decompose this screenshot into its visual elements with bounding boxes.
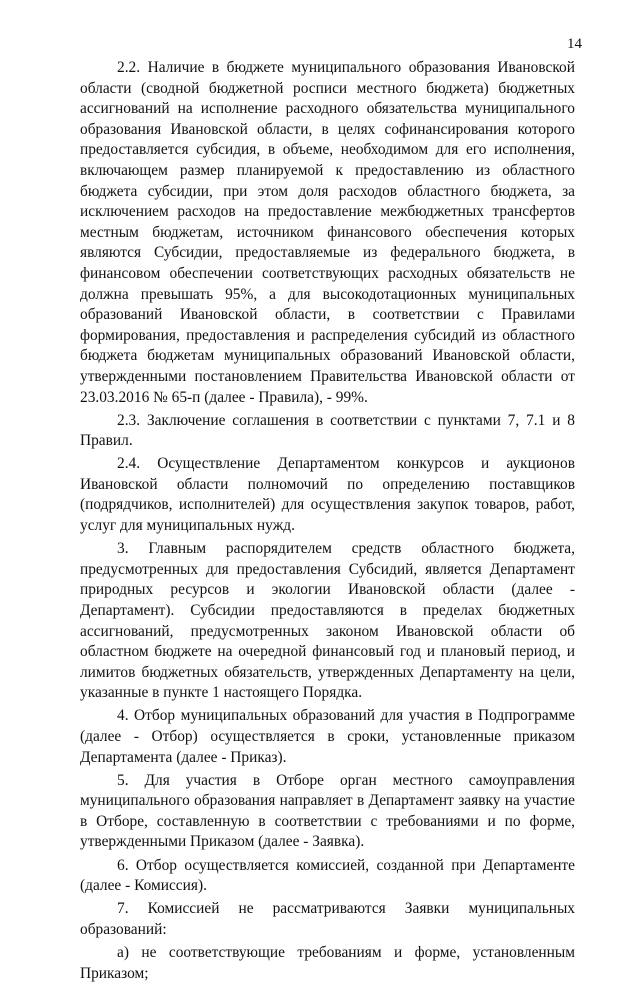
paragraph-3: 3. Главным распорядителем средств областного бюджета, предусмотренных для предоставления Субсидий, является Департамент природных ресурсов и экологии Ивановской области (далее - Департамент). Субсидии предоставляются в пределах бюджетных ассигнований, предусмотренных законом Ивановской области об областном бюджете на очередной финансовый год и плановый период, и лимитов бюджетных обязательств, утвержденных Департаменту на цели, указанные в пункте 1 настоящего Порядка. [80,540,575,702]
paragraph-5: 5. Для участия в Отборе орган местного самоуправления муниципального образования направляет в Департамент заявку на участие в Отборе, составленную в соответствии с требованиями и по форме, утвержденными Приказом (далее - Заявка). [80,771,575,851]
paragraph-2-4: 2.4. Осуществление Департаментом конкурсов и аукционов Ивановской области полномочий по определению поставщиков (подрядчиков, исполнителей) для осуществления закупок товаров, работ, услуг для муниципальных нужд. [80,455,575,535]
paragraph-2-2: 2.2. Наличие в бюджете муниципального образования Ивановской области (сводной бюджетной росписи местного бюджета) бюджетных ассигнований на исполнение расходного обязательства муниципального образования Ивановской области, в целях софинансирования которого предоставляется субсидия, в объеме, необходимом для его исполнения, включающем размер планируемой к предоставлению из областного бюджета субсидии, при этом доля расходов областного бюджета, за исключением расходов на предоставление межбюджетных трансфертов местным бюджетам, источником финансового обеспечения которых являются Субсидии, предоставляемые из федерального бюджета, в финансовом обеспечении соответствующих расходных обязательств не должна превышать 95%, а для высокодотационных муниципальных образований Ивановской области, в соответствии с Правилами формирования, предоставления и распределения субсидий из областного бюджета бюджетам муниципальных образований Ивановской области, утвержденными постановлением Правительства Ивановской области от 23.03.2016 № 65-п (далее - Правила), - 99%. [80,59,575,406]
paragraph-7a: а) не соответствующие требованиям и форме, установленным Приказом; [80,943,575,982]
paragraph-7: 7. Комиссией не рассматриваются Заявки муниципальных образований: [80,900,575,938]
document-body [80,58,575,987]
paragraph-2-3: 2.3. Заключение соглашения в соответствии с пунктами 7, 7.1 и 8 Правил. [80,411,575,450]
page-number: 14 [567,36,582,52]
paragraph-4: 4. Отбор муниципальных образований для участия в Подпрограмме (далее - Отбор) осуществляется в сроки, установленные приказом Департамента (далее - Приказ). [80,707,575,766]
paragraph-6: 6. Отбор осуществляется комиссией, созданной при Департаменте (далее - Комиссия). [80,856,575,895]
